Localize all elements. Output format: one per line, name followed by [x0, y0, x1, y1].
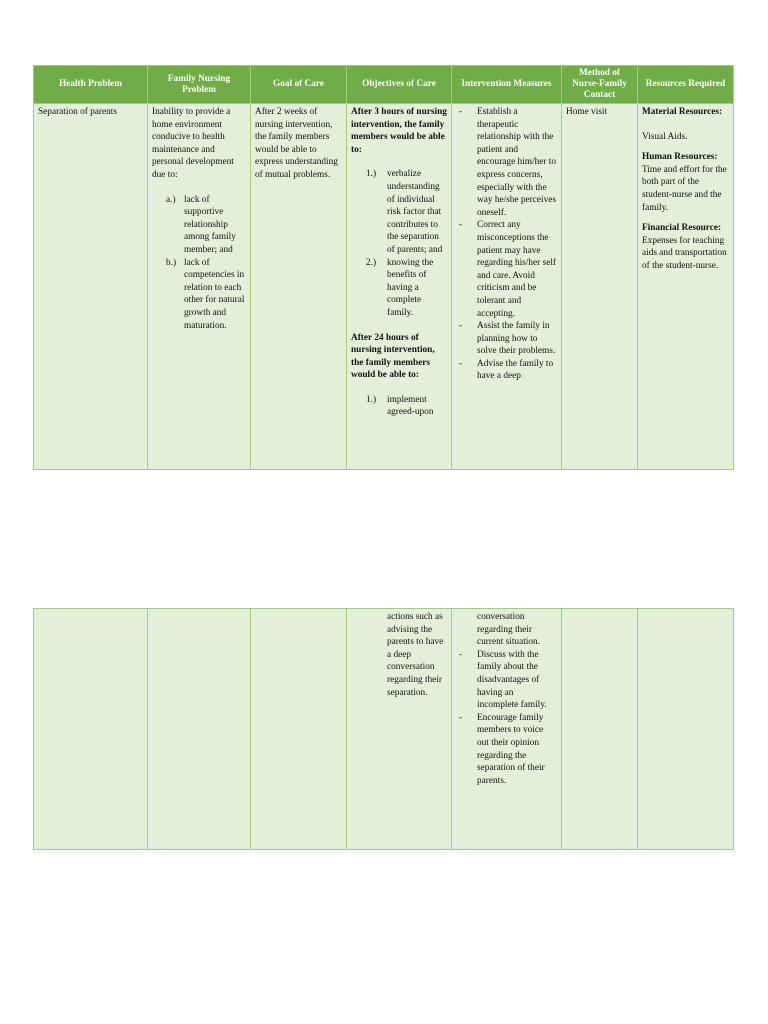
- family-problem-cell-empty: [148, 609, 251, 850]
- resources-cell: [638, 104, 734, 470]
- interventions-cell: [452, 104, 562, 470]
- objectives-list-2: [351, 394, 447, 419]
- family-problem-intro: Inability to provide a home environment conducive to health maintenance and personal development due to:: [152, 107, 234, 180]
- list-item: - Correct any misconceptions the patient may have regarding his/her self and care. Avoid criticism and be tolerant and accepting.: [459, 220, 556, 319]
- health-problem-cell: [34, 104, 148, 470]
- list-item: - Discuss with the family about the disadvantages of having an incomplete family.: [459, 649, 547, 711]
- interventions-list-continued: [456, 649, 557, 788]
- header-method-of-contact: Method of Nurse-Family Contact: [562, 66, 638, 104]
- header-row: [34, 66, 734, 104]
- health-problem-text: Separation of parents: [38, 107, 117, 117]
- objectives-list-1: [351, 168, 447, 319]
- care-plan-table-page2: [33, 608, 734, 850]
- objectives-continued-text: actions such as advising the parents to have a deep conversation regarding their separation.: [387, 612, 444, 698]
- objectives-cell-continued: [347, 609, 452, 850]
- header-objectives-of-care: Objectives of Care: [347, 66, 452, 104]
- list-item: 2.) knowing the benefits of having a complete family.: [366, 257, 434, 318]
- list-item: - Establish a therapeutic relationship with the patient and encourage him/her to express concerns, especially with the way he/she perceives oneself.: [459, 107, 556, 218]
- family-problem-cell: [148, 104, 251, 470]
- list-item: 1.) implement agreed-upon: [366, 394, 434, 418]
- goal-cell: [251, 104, 347, 470]
- goal-cell-empty: [251, 609, 347, 850]
- financial-resource: Financial Resource: Expenses for teaching aids and transportation of the student-nurse.: [642, 223, 727, 271]
- header-resources-required: Resources Required: [638, 66, 734, 104]
- material-resources: Material Resources:: [642, 107, 723, 117]
- list-item: - Encourage family members to voice out their opinion regarding the separation of their parents.: [459, 712, 545, 786]
- goal-text: After 2 weeks of nursing intervention, the family members would be able to express understanding of mutual problems.: [255, 107, 338, 180]
- interventions-cell-continued: [452, 609, 562, 850]
- method-cell-empty: [562, 609, 638, 850]
- header-goal-of-care: Goal of Care: [251, 66, 347, 104]
- objectives-heading-3-hours: After 3 hours of nursing intervention, the family members would be able to:: [351, 107, 447, 155]
- care-plan-table-page1: [33, 65, 734, 470]
- list-item: 1.) verbalize understanding of individual risk factor that contributes to the separation of parents; and: [366, 169, 443, 255]
- objectives-cell: [347, 104, 452, 470]
- objectives-heading-24-hours: After 24 hours of nursing intervention, the family members would be able to:: [351, 332, 435, 381]
- list-item: a.) lack of supportive relationship among family member; and: [166, 194, 236, 255]
- interventions-continued-text: conversation regarding their current situation.: [477, 612, 540, 648]
- table-row: [34, 104, 734, 470]
- list-item: - Assist the family in planning how to solve their problems.: [459, 321, 556, 357]
- header-intervention-measures: Intervention Measures: [452, 66, 562, 104]
- method-cell: [562, 104, 638, 470]
- family-problem-list: [152, 194, 246, 333]
- interventions-list: [456, 106, 557, 383]
- human-resources: Human Resources: Time and effort for the both part of the student-nurse and the family.: [642, 152, 727, 213]
- health-problem-cell-empty: [34, 609, 148, 850]
- resources-cell-empty: [638, 609, 734, 850]
- table-row: [34, 609, 734, 850]
- header-health-problem: Health Problem: [34, 66, 148, 104]
- visual-aids: Visual Aids.: [642, 131, 688, 142]
- header-family-nursing-problem: Family Nursing Problem: [148, 66, 251, 104]
- list-item: - Advise the family to have a deep: [459, 358, 554, 382]
- list-item: b.) lack of competencies in relation to each other for natural growth and maturation.: [166, 257, 245, 331]
- method-text: Home visit: [566, 107, 608, 117]
